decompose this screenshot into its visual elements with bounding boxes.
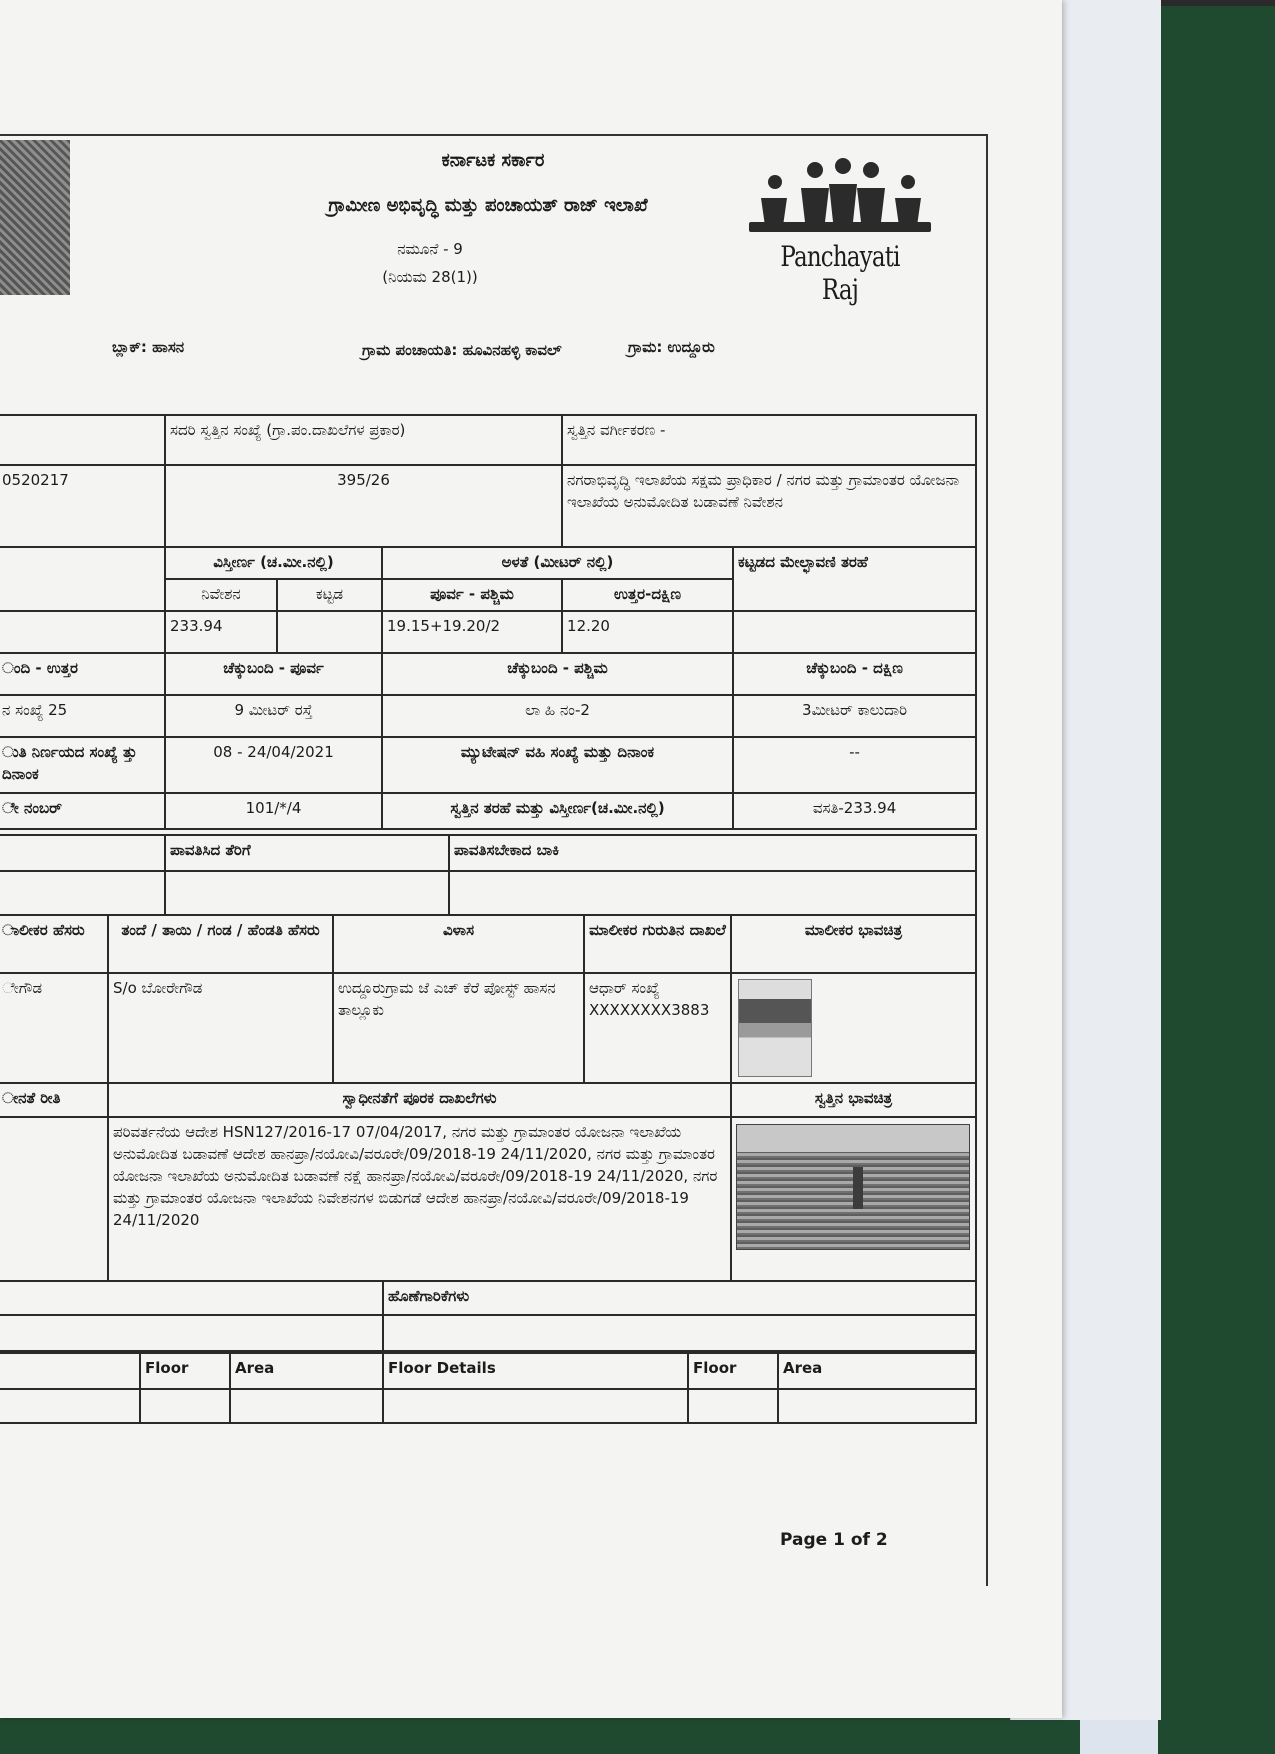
classification-value: ನಗರಾಭಿವೃದ್ಧಿ ಇಲಾಖೆಯ ಸಕ್ಷಮ ಪ್ರಾಧಿಕಾರ / ನಗರ ಮತ್ತು ಗ್ರಾಮಾಂತರ ಯೋಜನಾ ಇಲಾಖೆಯ ಅನುಮೋದಿತ ಬಡಾವಣೆ ನಿವೇಶನ bbox=[562, 465, 976, 547]
owner-id-label: ಮಾಲೀಕರ ಗುರುತಿನ ದಾಖಲೆ bbox=[584, 915, 731, 973]
liabilities-table bbox=[0, 1280, 977, 1352]
blank-cell bbox=[230, 1389, 383, 1423]
blank-cell bbox=[0, 547, 165, 611]
property-details-table bbox=[0, 414, 977, 830]
owner-relation: S/o ಬೋರೇಗೌಡ bbox=[108, 973, 333, 1083]
panchayat-number-label: ಸದರಿ ಸ್ವತ್ತಿನ ಸಂಖ್ಯೆ (ಗ್ರಾ.ಪಂ.ದಾಖಲೆಗಳ ಪ್ರಕಾರ) bbox=[165, 415, 562, 465]
mutation-label: ಮ್ಯುಟೇಷನ್ ವಹಿ ಸಂಖ್ಯೆ ಮತ್ತು ದಿನಾಂಕ bbox=[382, 737, 733, 793]
property-photo-cell bbox=[731, 1117, 976, 1281]
supporting-docs-label: ಸ್ವಾಧೀನತೆಗೆ ಪೂರಕ ದಾಖಲೆಗಳು bbox=[108, 1083, 731, 1117]
address-label: ವಿಳಾಸ bbox=[333, 915, 584, 973]
site-label: ನಿವೇಶನ bbox=[165, 579, 277, 611]
property-photo-label: ಸ್ವತ್ತಿನ ಭಾವಚಿತ್ರ bbox=[731, 1083, 976, 1117]
panchayati-raj-logo bbox=[745, 156, 935, 306]
blank-cell bbox=[0, 835, 165, 871]
floor-header: Floor bbox=[688, 1353, 778, 1389]
building-area bbox=[277, 611, 382, 653]
blank-cell bbox=[0, 611, 165, 653]
blank-cell bbox=[383, 1389, 688, 1423]
boundary-west-value: ಲಾ ಹಿ ನಂ-2 bbox=[382, 695, 733, 737]
decision-label: ುತಿ ನಿರ್ಣಯದ ಸಂಖ್ಯೆ ತ್ತು ದಿನಾಂಕ bbox=[0, 737, 165, 793]
east-west-value: 19.15+19.20/2 bbox=[382, 611, 562, 653]
tax-table bbox=[0, 834, 977, 916]
north-south-label: ಉತ್ತರ-ದಕ್ಷಿಣ bbox=[562, 579, 733, 611]
floor-details-table bbox=[0, 1352, 977, 1424]
rule-reference: (ನಿಯಮ 28(1)) bbox=[382, 268, 478, 286]
tax-paid-value bbox=[165, 871, 449, 915]
ownership-mode-label: ೕನತೆ ರೀತಿ bbox=[0, 1083, 108, 1117]
block-name: ಬ್ಲಾಕ್: ಹಾಸನ bbox=[112, 338, 185, 356]
owner-id-document: ಆಧಾರ್ ಸಂಖ್ಯೆ XXXXXXXX3883 bbox=[584, 973, 731, 1083]
tax-paid-label: ಪಾವತಿಸಿದ ತೆರಿಗೆ bbox=[165, 835, 449, 871]
balance-due-value bbox=[449, 871, 976, 915]
blank-cell bbox=[0, 871, 165, 915]
property-id-header-cell bbox=[0, 415, 165, 465]
property-type-area: ವಸತಿ-233.94 bbox=[733, 793, 976, 829]
blank-cell bbox=[778, 1389, 976, 1423]
decision-value: 08 - 24/04/2021 bbox=[165, 737, 382, 793]
government-title: ಕರ್ನಾಟಕ ಸರ್ಕಾರ bbox=[441, 150, 545, 171]
boundary-north-value: ನ ಸಂಖ್ಯೆ 25 bbox=[0, 695, 165, 737]
liabilities-value bbox=[383, 1315, 976, 1351]
area-header: Area bbox=[230, 1353, 383, 1389]
balance-due-label: ಪಾವತಿಸಬೇಕಾದ ಬಾಕಿ bbox=[449, 835, 976, 871]
site-area: 233.94 bbox=[165, 611, 277, 653]
property-id: 0520217 bbox=[0, 465, 165, 547]
boundary-west-label: ಚೆಕ್ಕುಬಂದಿ - ಪಶ್ಚಿಮ bbox=[382, 653, 733, 695]
blank-cell bbox=[140, 1389, 230, 1423]
relation-label: ತಂದೆ / ತಾಯಿ / ಗಂಡ / ಹೆಂಡತಿ ಹೆಸರು bbox=[108, 915, 333, 973]
blank-cell bbox=[0, 1389, 140, 1423]
property-type-area-label: ಸ್ವತ್ತಿನ ತರಹೆ ಮತ್ತು ವಿಸ್ತೀರ್ಣ(ಚ.ಮೀ.ನಲ್ಲಿ) bbox=[382, 793, 733, 829]
blank-cell bbox=[0, 1315, 383, 1351]
owner-photo bbox=[738, 979, 812, 1077]
liabilities-label: ಹೊಣೆಗಾರಿಕೆಗಳು bbox=[383, 1281, 976, 1315]
gram-panchayat-name: ಗ್ರಾಮ ಪಂಚಾಯತಿ: ಹೂವಿನಹಳ್ಳಿ ಕಾವಲ್ bbox=[362, 341, 562, 359]
building-label: ಕಟ್ಟಡ bbox=[277, 579, 382, 611]
owner-name-label: ಾಲೀಕರ ಹೆಸರು bbox=[0, 915, 108, 973]
owner-photo-label: ಮಾಲೀಕರ ಭಾವಚಿತ್ರ bbox=[731, 915, 976, 973]
mutation-value: -- bbox=[733, 737, 976, 793]
boundary-south-label: ಚೆಕ್ಕುಬಂದಿ - ದಕ್ಷಿಣ bbox=[733, 653, 976, 695]
dimension-label: ಅಳತೆ (ಮೀಟರ್ ನಲ್ಲಿ) bbox=[382, 547, 733, 579]
ownership-mode bbox=[0, 1117, 108, 1281]
boundary-south-value: 3ಮೀಟರ್ ಕಾಲುದಾರಿ bbox=[733, 695, 976, 737]
survey-number-label: ೇ ನಂಬರ್ bbox=[0, 793, 165, 829]
floor-details-header: Floor Details bbox=[383, 1353, 688, 1389]
property-photo bbox=[736, 1124, 970, 1250]
floor-header: Floor bbox=[140, 1353, 230, 1389]
area-label: ವಿಸ್ತೀರ್ಣ (ಚ.ಮೀ.ನಲ್ಲಿ) bbox=[165, 547, 382, 579]
east-west-label: ಪೂರ್ವ - ಪಶ್ಚಿಮ bbox=[382, 579, 562, 611]
survey-number: 101/*/4 bbox=[165, 793, 382, 829]
owner-name: ೇಗೌಡ bbox=[0, 973, 108, 1083]
owner-address: ಉದ್ದೂರುಗ್ರಾಮ ಜೆ ಎಚ್ ಕೆರೆ ಪೋಸ್ಟ್ ಹಾಸನ ತಾಲ್ಲೂಕು bbox=[333, 973, 584, 1083]
boundary-north-label: ಂದಿ - ಉತ್ತರ bbox=[0, 653, 165, 695]
owner-photo-cell bbox=[731, 973, 976, 1083]
form-number: ನಮೂನೆ - 9 bbox=[397, 240, 463, 258]
boundary-east-label: ಚೆಕ್ಕುಬಂದಿ - ಪೂರ್ವ bbox=[165, 653, 382, 695]
village-name: ಗ್ರಾಮ: ಉದ್ದೂರು bbox=[628, 338, 715, 356]
owner-table bbox=[0, 914, 977, 1282]
supporting-docs-text: ಪರಿವರ್ತನೆಯ ಆದೇಶ HSN127/2016-17 07/04/2017, ನಗರ ಮತ್ತು ಗ್ರಾಮಾಂತರ ಯೋಜನಾ ಇಲಾಖೆಯ ಅನುಮೋದಿತ ಬಡಾವಣೆ ಆದೇಶ ಹಾನಪ್ರಾ/ನಯೋವಿ/ವರೂರೇ/09/2018-19 24/11/2020, ನಗರ ಮತ್ತು ಗ್ರಾಮಾಂತರ ಯೋಜನಾ ಇಲಾಖೆಯ ಅನುಮೋದಿತ ಬಡಾವಣೆ ನಕ್ಷೆ ಹಾನಪ್ರಾ/ನಯೋವಿ/ವರೂರೇ/09/2018-19 24/11/2020, ನಗರ ಮತ್ತು ಗ್ರಾಮಾಂತರ ಯೋಜನಾ ಇಲಾಖೆಯ ನಿವೇಶನಗಳ ಬಿಡುಗಡೆ ಆದೇಶ ಹಾನಪ್ರಾ/ನಯೋವಿ/ವರೂರೇ/09/2018-19 24/11/2020 bbox=[108, 1117, 731, 1281]
blank-cell bbox=[0, 1281, 383, 1315]
blank-cell bbox=[688, 1389, 778, 1423]
logo-text: Panchayati Raj bbox=[780, 240, 900, 306]
boundary-east-value: 9 ಮೀಟರ್ ರಸ್ತೆ bbox=[165, 695, 382, 737]
page-number: Page 1 of 2 bbox=[780, 1530, 888, 1550]
area-header: Area bbox=[778, 1353, 976, 1389]
panchayat-number: 395/26 bbox=[165, 465, 562, 547]
people-logo-icon bbox=[745, 156, 935, 236]
roof-type-value bbox=[733, 611, 976, 653]
roof-type-label: ಕಟ್ಟಡದ ಮೇಲ್ಛಾವಣಿ ತರಹೆ bbox=[733, 547, 976, 611]
north-south-value: 12.20 bbox=[562, 611, 733, 653]
department-title: ಗ್ರಾಮೀಣ ಅಭಿವೃದ್ಧಿ ಮತ್ತು ಪಂಚಾಯತ್ ರಾಜ್ ಇಲಾಖೆ bbox=[328, 195, 648, 216]
blank-cell bbox=[0, 1353, 140, 1389]
classification-label: ಸ್ವತ್ತಿನ ವರ್ಗೀಕರಣ - bbox=[562, 415, 976, 465]
